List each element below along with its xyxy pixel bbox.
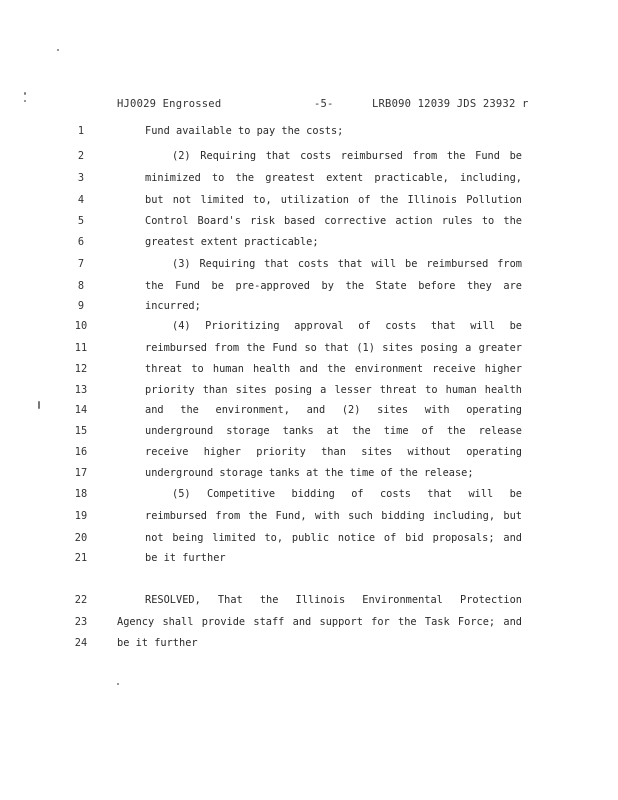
line-text: (5) Competitive bidding of costs that will be bbox=[172, 488, 522, 500]
text-line bbox=[0, 384, 618, 402]
text-line bbox=[0, 363, 618, 381]
line-text: Fund available to pay the costs; bbox=[145, 125, 344, 137]
line-number: 17 bbox=[74, 467, 88, 479]
line-text: priority than sites posing a lesser threat to human health bbox=[145, 384, 522, 396]
line-number: 21 bbox=[74, 552, 88, 564]
text-line bbox=[0, 616, 618, 634]
line-text: (4) Prioritizing approval of costs that will be bbox=[172, 320, 522, 332]
text-line bbox=[0, 215, 618, 233]
line-number: 11 bbox=[74, 342, 88, 354]
line-number: 2 bbox=[77, 150, 85, 162]
line-number: 24 bbox=[74, 637, 88, 649]
scan-speck bbox=[24, 100, 26, 102]
line-number: 23 bbox=[74, 616, 88, 628]
line-text: Agency shall provide staff and support for the Task Force; and bbox=[117, 616, 522, 628]
line-number: 4 bbox=[77, 194, 85, 206]
text-line bbox=[0, 258, 618, 276]
text-line bbox=[0, 300, 618, 318]
text-line bbox=[0, 236, 618, 254]
page-number: -5- bbox=[314, 98, 334, 110]
line-text: reimbursed from the Fund so that (1) sites posing a greater bbox=[145, 342, 522, 354]
text-line bbox=[0, 446, 618, 464]
line-text: and the environment, and (2) sites with operating bbox=[145, 404, 522, 416]
line-number: 16 bbox=[74, 446, 88, 458]
scan-speck bbox=[24, 92, 26, 95]
text-line bbox=[0, 280, 618, 298]
scan-speck bbox=[117, 683, 119, 685]
line-number: 13 bbox=[74, 384, 88, 396]
text-line bbox=[0, 532, 618, 550]
line-text: incurred; bbox=[145, 300, 201, 312]
line-text: underground storage tanks at the time of the release bbox=[145, 425, 522, 437]
line-text: be it further bbox=[117, 637, 198, 649]
text-line bbox=[0, 425, 618, 443]
line-text: (3) Requiring that costs that will be reimbursed from bbox=[172, 258, 522, 270]
text-line bbox=[0, 125, 618, 143]
text-line bbox=[0, 467, 618, 485]
line-text: but not limited to, utilization of the Illinois Pollution bbox=[145, 194, 522, 206]
text-line bbox=[0, 172, 618, 190]
text-line bbox=[0, 404, 618, 422]
line-number: 12 bbox=[74, 363, 88, 375]
line-number: 22 bbox=[74, 594, 88, 606]
line-text: Control Board's risk based corrective action rules to the bbox=[145, 215, 522, 227]
scan-speck bbox=[57, 49, 59, 51]
bill-id: HJ0029 Engrossed bbox=[117, 98, 222, 110]
line-number: 15 bbox=[74, 425, 88, 437]
line-number: 14 bbox=[74, 404, 88, 416]
line-number: 9 bbox=[77, 300, 85, 312]
text-line bbox=[0, 194, 618, 212]
line-text: threat to human health and the environment receive higher bbox=[145, 363, 522, 375]
line-text: underground storage tanks at the time of the release; bbox=[145, 467, 474, 479]
text-line bbox=[0, 320, 618, 338]
page-header bbox=[0, 98, 618, 114]
text-line bbox=[0, 594, 618, 612]
line-text: receive higher priority than sites without operating bbox=[145, 446, 522, 458]
line-number: 8 bbox=[77, 280, 85, 292]
line-number: 7 bbox=[77, 258, 85, 270]
line-text: (2) Requiring that costs reimbursed from the Fund be bbox=[172, 150, 522, 162]
text-line bbox=[0, 637, 618, 655]
line-number: 3 bbox=[77, 172, 85, 184]
text-line bbox=[0, 488, 618, 506]
line-text: RESOLVED, That the Illinois Environmental Protection bbox=[145, 594, 522, 606]
line-text: the Fund be pre-approved by the State before they are bbox=[145, 280, 522, 292]
text-line bbox=[0, 552, 618, 570]
line-number: 1 bbox=[77, 125, 85, 137]
line-number: 19 bbox=[74, 510, 88, 522]
line-number: 5 bbox=[77, 215, 85, 227]
line-text: greatest extent practicable; bbox=[145, 236, 319, 248]
line-text: be it further bbox=[145, 552, 226, 564]
line-text: not being limited to, public notice of bid proposals; and bbox=[145, 532, 522, 544]
text-line bbox=[0, 342, 618, 360]
text-line bbox=[0, 510, 618, 528]
lrb-number: LRB090 12039 JDS 23932 r bbox=[372, 98, 529, 110]
text-line bbox=[0, 150, 618, 168]
line-text: minimized to the greatest extent practicable, including, bbox=[145, 172, 522, 184]
line-number: 10 bbox=[74, 320, 88, 332]
line-number: 18 bbox=[74, 488, 88, 500]
scan-speck bbox=[38, 401, 40, 409]
line-number: 20 bbox=[74, 532, 88, 544]
line-text: reimbursed from the Fund, with such bidding including, but bbox=[145, 510, 522, 522]
line-number: 6 bbox=[77, 236, 85, 248]
